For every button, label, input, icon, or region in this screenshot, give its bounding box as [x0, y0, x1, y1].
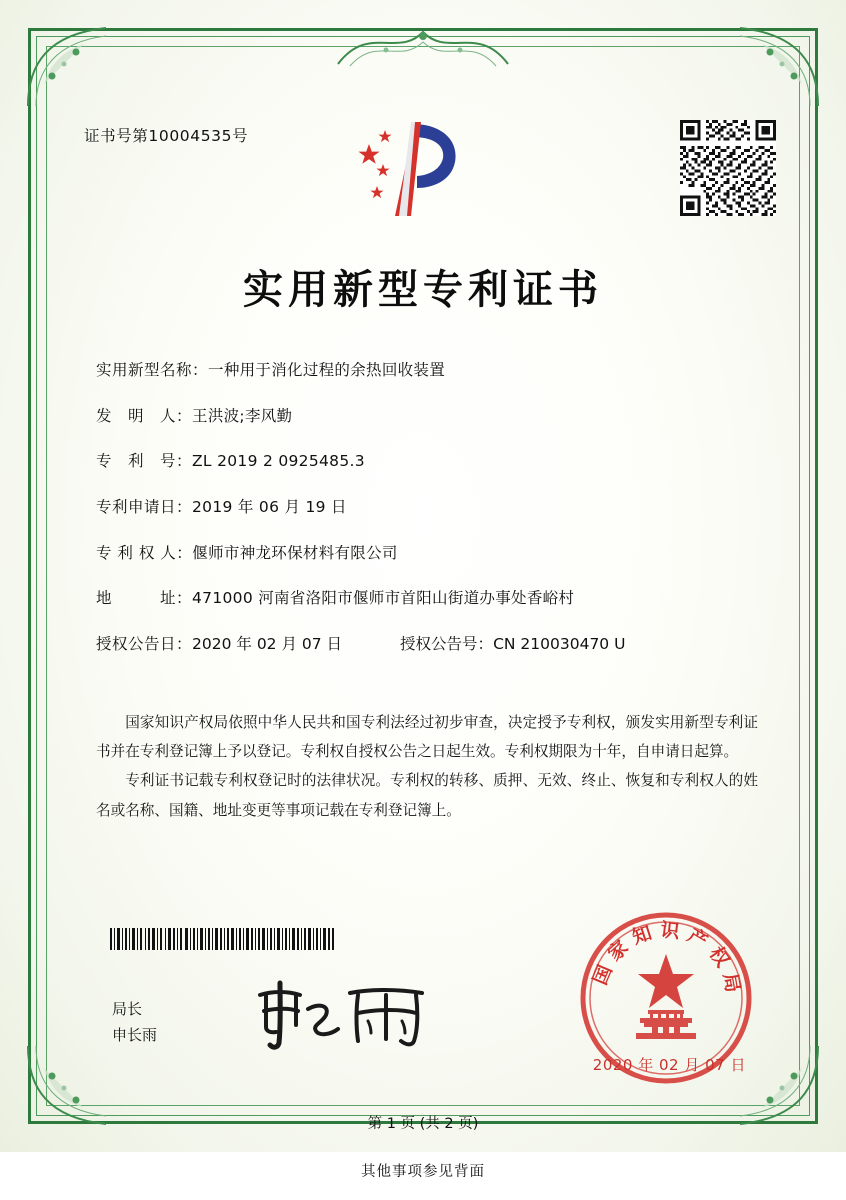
body-text — [96, 708, 758, 825]
seal-text: 国家知识产权局 — [589, 919, 746, 1001]
barcode — [110, 928, 334, 950]
field-list — [96, 360, 756, 680]
field-row-patent-number — [96, 451, 756, 473]
field-value: 2019 年 06 月 19 日 — [192, 498, 347, 517]
field-value: 偃师市神龙环保材料有限公司 — [192, 543, 398, 562]
seal-date: 2020 年 02 月 07 日 — [592, 1056, 746, 1074]
field-row-grant-announcement — [96, 634, 756, 656]
top-ornament-icon — [328, 18, 518, 70]
grant-number-value: CN 210030470 U — [493, 635, 626, 654]
paragraph-2: 专利证书记载专利权登记时的法律状况。专利权的转移、质押、无效、终止、恢复和专利权人的姓名或名称、国籍、地址变更等事项记载在专利登记簿上。 — [96, 772, 758, 819]
back-side-note: 其他事项参见背面 — [361, 1164, 485, 1180]
qr-code — [680, 120, 776, 216]
field-label: 实用新型名称： — [96, 361, 209, 379]
director-block — [112, 996, 157, 1049]
field-value: 王洪波;李风勤 — [192, 406, 293, 425]
certificate-number: 证书号第10004535号 — [84, 127, 249, 145]
field-label: 专利申请日： — [96, 498, 193, 517]
page-title: 实用新型专利证书 — [243, 267, 603, 313]
field-label: 发 明 人： — [96, 406, 193, 425]
page-indicator: 第 1 页 (共 2 页) — [367, 1116, 479, 1132]
field-row-utility-model-name — [96, 360, 756, 382]
field-row-inventor — [96, 406, 756, 428]
field-label: 专 利 权 人： — [96, 543, 193, 562]
field-row-patentee — [96, 543, 756, 565]
grant-date-label: 授权公告日： — [96, 635, 193, 654]
director-name-label: 申长雨 — [112, 1026, 158, 1045]
grant-date-value: 2020 年 02 月 07 日 — [192, 635, 343, 654]
grant-number-label: 授权公告号： — [400, 635, 494, 654]
field-row-application-date — [96, 497, 756, 519]
field-label: 专 利 号： — [96, 452, 193, 471]
field-row-address — [96, 588, 756, 610]
field-label: 地 址： — [96, 589, 193, 608]
cnipa-logo-icon — [355, 118, 465, 222]
field-value: 471000 河南省洛阳市偃师市首阳山街道办事处香峪村 — [192, 589, 575, 608]
director-title-label: 局长 — [112, 1000, 143, 1018]
field-value: 一种用于消化过程的余热回收装置 — [208, 361, 446, 379]
field-value: ZL 2019 2 0925485.3 — [192, 452, 365, 471]
handwritten-signature — [246, 975, 446, 1051]
paragraph-1: 国家知识产权局依照中华人民共和国专利法经过初步审查，决定授予专利权，颁发实用新型专利证书并在专利登记簿上予以登记。专利权自授权公告之日起生效。专利权期限为十年，自申请日起算。 — [96, 714, 758, 761]
